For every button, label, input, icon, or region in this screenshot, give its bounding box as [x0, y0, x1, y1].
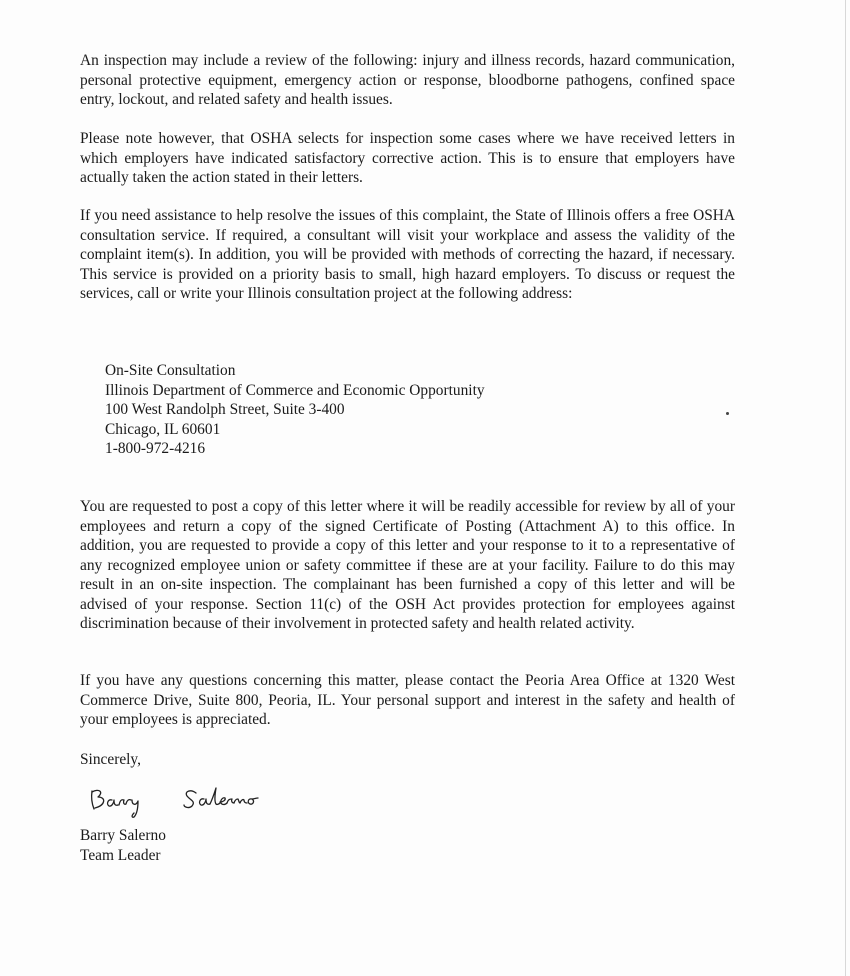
closing-salutation: Sincerely,: [80, 751, 141, 768]
paragraph-posting-request: You are requested to post a copy of this letter where it will be readily accessible for review by all of your employees and return a copy of the signed Certificate of Posting (Attachment A) to this office. In addition, you are requested to provide a copy of this letter and your response to it to a representative of any recognized employee union or safety committee if these are at your facility. Failure to do this may result in an on-site inspection. The complainant has been furnished a copy of this letter and will be advised of your response. Section 11(c) of the OSH Act provides protection for employees against discrimination because of their involvement in protected safety and health related activity.: [80, 498, 735, 632]
address-line-street: 100 West Randolph Street, Suite 3-400: [105, 401, 345, 418]
address-line-city: Chicago, IL 60601: [105, 420, 221, 438]
paragraph-consultation-service: If you need assistance to help resolve the issues of this complaint, the State of Illinois offers a free OSHA consultation service. If required, a consultant will visit your workplace and assess the validity of the complaint item(s). In addition, you will be provided with methods of correcting the hazard, if necessary. This service is provided on a priority basis to small, high hazard employers. To discuss or request the services, call or write your Illinois consultation project at the following address:: [80, 207, 735, 302]
paragraph-inspection-scope: An inspection may include a review of the following: injury and illness records, hazard communication, personal protective equipment, emergency action or response, bloodborne pathogens, confined space entry, lockout, and related safety and health issues.: [80, 52, 735, 108]
address-line-office: On-Site Consultation: [105, 362, 236, 379]
paragraph-contact-info: If you have any questions concerning this matter, please contact the Peoria Area Office at 1320 West Commerce Drive, Suite 800, Peoria, IL. Your personal support and interest in the safety and health of your employees is appreciated.: [80, 672, 735, 728]
paragraph-osha-note: Please note however, that OSHA selects for inspection some cases where we have received letters in which employers have indicated satisfactory corrective action. This is to ensure that employers have actually taken the action stated in their letters.: [80, 130, 735, 186]
consultation-address-block: [105, 361, 485, 459]
signer-title: Team Leader: [80, 846, 161, 864]
page-edge-shadow: [845, 0, 846, 976]
signer-block: [80, 826, 166, 865]
address-line-department: Illinois Department of Commerce and Economic Opportunity: [105, 381, 485, 399]
handwritten-signature: [86, 782, 306, 822]
address-line-phone: 1-800-972-4216: [105, 440, 206, 457]
signer-name: Barry Salerno: [80, 827, 166, 844]
scan-speck: [726, 412, 729, 415]
